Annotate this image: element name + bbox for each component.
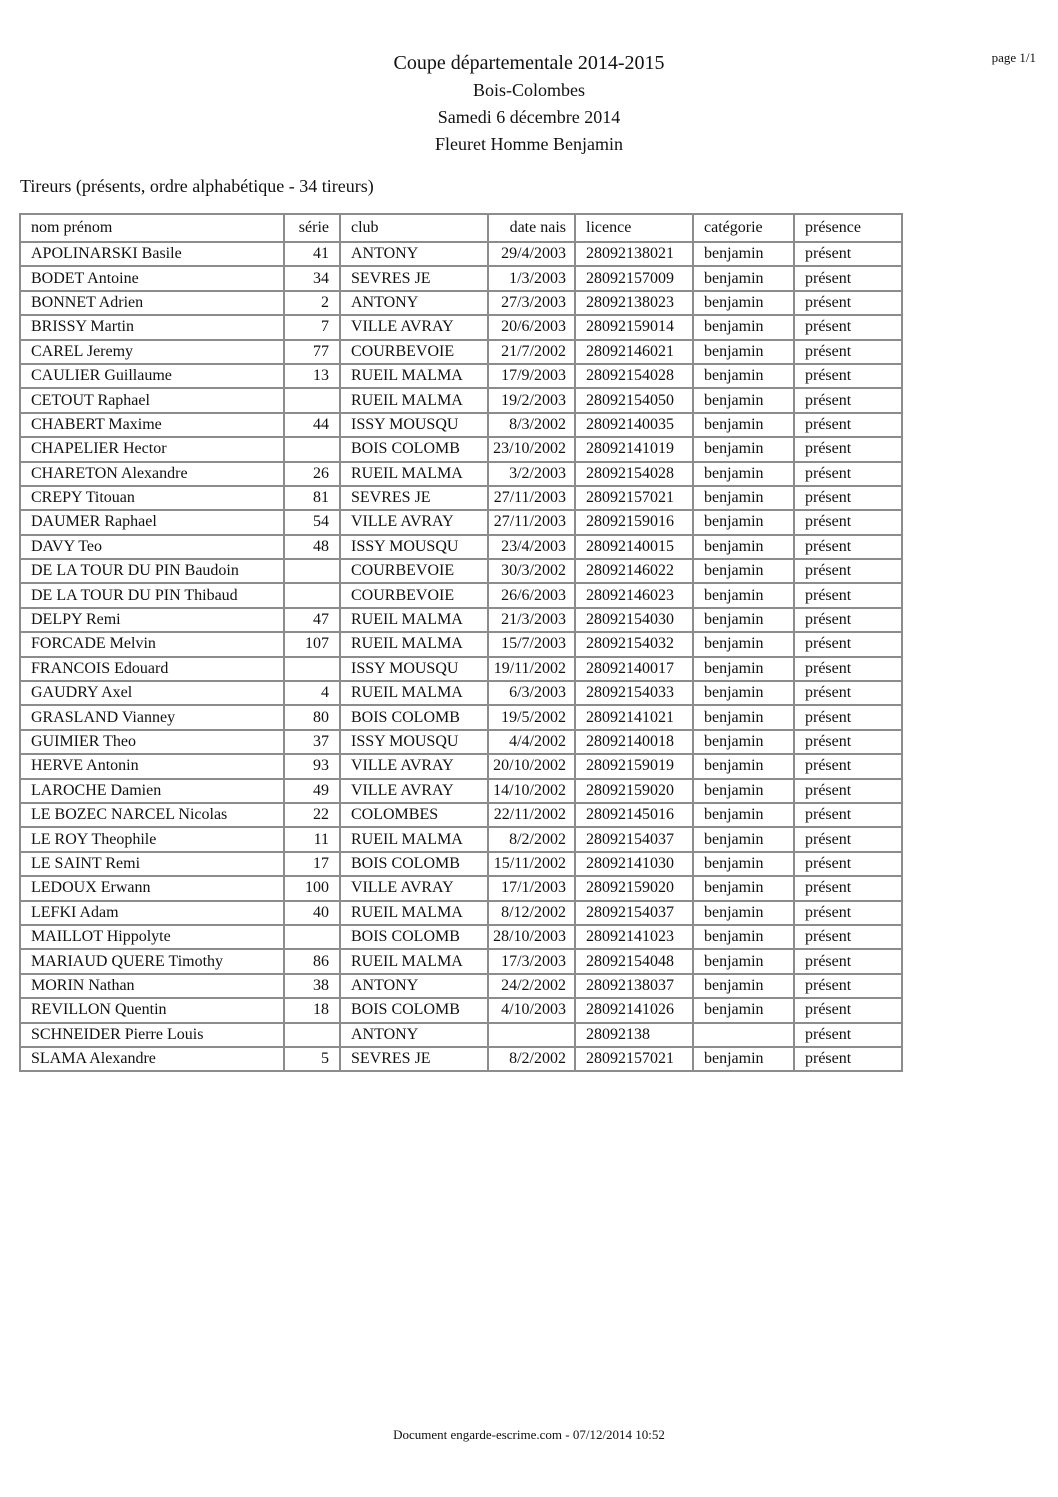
cell-name: FORCADE Melvin <box>20 632 284 656</box>
cell-birthdate: 20/10/2002 <box>488 754 575 778</box>
cell-club: RUEIL MALMA <box>340 681 488 705</box>
cell-presence: présent <box>794 705 902 729</box>
table-row <box>20 998 902 1022</box>
table-row <box>20 779 902 803</box>
cell-presence: présent <box>794 437 902 461</box>
table-row <box>20 827 902 851</box>
cell-birthdate: 8/12/2002 <box>488 901 575 925</box>
cell-category: benjamin <box>693 949 794 973</box>
cell-category: benjamin <box>693 681 794 705</box>
cell-licence: 28092141021 <box>575 705 693 729</box>
table-row <box>20 876 902 900</box>
cell-birthdate: 21/3/2003 <box>488 608 575 632</box>
cell-serie: 44 <box>284 413 340 437</box>
cell-club: BOIS COLOMB <box>340 925 488 949</box>
cell-birthdate: 27/11/2003 <box>488 510 575 534</box>
table-row <box>20 681 902 705</box>
cell-name: CREPY Titouan <box>20 486 284 510</box>
table-row <box>20 510 902 534</box>
cell-name: BONNET Adrien <box>20 291 284 315</box>
cell-licence: 28092141023 <box>575 925 693 949</box>
cell-licence: 28092159014 <box>575 315 693 339</box>
cell-serie: 47 <box>284 608 340 632</box>
column-header-name: nom prénom <box>20 214 284 242</box>
cell-name: HERVE Antonin <box>20 754 284 778</box>
cell-serie: 22 <box>284 803 340 827</box>
cell-name: LE ROY Theophile <box>20 827 284 851</box>
cell-category: benjamin <box>693 1047 794 1071</box>
cell-club: BOIS COLOMB <box>340 852 488 876</box>
cell-birthdate: 17/3/2003 <box>488 949 575 973</box>
cell-presence: présent <box>794 681 902 705</box>
table-row <box>20 803 902 827</box>
cell-name: APOLINARSKI Basile <box>20 242 284 266</box>
cell-licence: 28092154028 <box>575 462 693 486</box>
cell-licence: 28092154037 <box>575 901 693 925</box>
cell-presence: présent <box>794 1023 902 1047</box>
cell-presence: présent <box>794 827 902 851</box>
cell-category: benjamin <box>693 413 794 437</box>
table-header-row <box>20 214 902 242</box>
cell-serie: 49 <box>284 779 340 803</box>
table-row <box>20 901 902 925</box>
cell-licence: 28092159020 <box>575 779 693 803</box>
cell-licence: 28092141019 <box>575 437 693 461</box>
cell-presence: présent <box>794 974 902 998</box>
cell-presence: présent <box>794 779 902 803</box>
cell-serie <box>284 388 340 412</box>
table-row <box>20 462 902 486</box>
cell-category: benjamin <box>693 852 794 876</box>
cell-club: BOIS COLOMB <box>340 437 488 461</box>
table-row <box>20 730 902 754</box>
cell-category: benjamin <box>693 486 794 510</box>
cell-club: COLOMBES <box>340 803 488 827</box>
cell-serie <box>284 437 340 461</box>
list-subtitle: Tireurs (présents, ordre alphabétique - 34 tireurs) <box>20 176 374 196</box>
cell-serie: 11 <box>284 827 340 851</box>
cell-club: SEVRES JE <box>340 1047 488 1071</box>
cell-name: MORIN Nathan <box>20 974 284 998</box>
cell-club: SEVRES JE <box>340 486 488 510</box>
cell-presence: présent <box>794 510 902 534</box>
cell-birthdate: 15/7/2003 <box>488 632 575 656</box>
cell-presence: présent <box>794 1047 902 1071</box>
cell-name: BODET Antoine <box>20 266 284 290</box>
cell-name: MARIAUD QUERE Timothy <box>20 949 284 973</box>
cell-presence: présent <box>794 291 902 315</box>
cell-presence: présent <box>794 364 902 388</box>
cell-category: benjamin <box>693 315 794 339</box>
shooters-table <box>19 213 903 1072</box>
cell-birthdate: 1/3/2003 <box>488 266 575 290</box>
cell-birthdate: 23/4/2003 <box>488 535 575 559</box>
cell-serie <box>284 559 340 583</box>
cell-name: CHARETON Alexandre <box>20 462 284 486</box>
cell-name: CAULIER Guillaume <box>20 364 284 388</box>
cell-presence: présent <box>794 657 902 681</box>
cell-category: benjamin <box>693 364 794 388</box>
cell-name: LAROCHE Damien <box>20 779 284 803</box>
column-header-presence: présence <box>794 214 902 242</box>
cell-club: VILLE AVRAY <box>340 779 488 803</box>
table-row <box>20 949 902 973</box>
cell-serie <box>284 657 340 681</box>
cell-licence: 28092154050 <box>575 388 693 412</box>
cell-club: ISSY MOUSQU <box>340 657 488 681</box>
cell-category: benjamin <box>693 925 794 949</box>
cell-name: FRANCOIS Edouard <box>20 657 284 681</box>
cell-club: RUEIL MALMA <box>340 949 488 973</box>
cell-name: GAUDRY Axel <box>20 681 284 705</box>
cell-presence: présent <box>794 583 902 607</box>
cell-name: SCHNEIDER Pierre Louis <box>20 1023 284 1047</box>
cell-serie: 7 <box>284 315 340 339</box>
competition-location: Bois-Colombes <box>472 80 585 100</box>
cell-licence: 28092146023 <box>575 583 693 607</box>
table-row <box>20 657 902 681</box>
cell-name: SLAMA Alexandre <box>20 1047 284 1071</box>
cell-presence: présent <box>794 852 902 876</box>
cell-presence: présent <box>794 340 902 364</box>
cell-birthdate: 22/11/2002 <box>488 803 575 827</box>
cell-serie: 48 <box>284 535 340 559</box>
cell-name: DE LA TOUR DU PIN Thibaud <box>20 583 284 607</box>
cell-serie: 2 <box>284 291 340 315</box>
cell-presence: présent <box>794 901 902 925</box>
cell-name: BRISSY Martin <box>20 315 284 339</box>
cell-club: RUEIL MALMA <box>340 901 488 925</box>
cell-category: benjamin <box>693 876 794 900</box>
cell-presence: présent <box>794 949 902 973</box>
cell-birthdate: 17/1/2003 <box>488 876 575 900</box>
cell-birthdate: 30/3/2002 <box>488 559 575 583</box>
cell-licence: 28092141030 <box>575 852 693 876</box>
cell-category: benjamin <box>693 462 794 486</box>
cell-name: GUIMIER Theo <box>20 730 284 754</box>
table-row <box>20 535 902 559</box>
cell-licence: 28092140018 <box>575 730 693 754</box>
table-row <box>20 705 902 729</box>
cell-club: ANTONY <box>340 291 488 315</box>
cell-presence: présent <box>794 803 902 827</box>
cell-serie: 81 <box>284 486 340 510</box>
cell-category: benjamin <box>693 583 794 607</box>
cell-name: MAILLOT Hippolyte <box>20 925 284 949</box>
cell-serie: 38 <box>284 974 340 998</box>
cell-category: benjamin <box>693 827 794 851</box>
cell-club: RUEIL MALMA <box>340 388 488 412</box>
cell-presence: présent <box>794 925 902 949</box>
cell-serie: 86 <box>284 949 340 973</box>
cell-serie: 107 <box>284 632 340 656</box>
cell-birthdate: 19/5/2002 <box>488 705 575 729</box>
cell-club: RUEIL MALMA <box>340 462 488 486</box>
cell-category: benjamin <box>693 632 794 656</box>
cell-birthdate: 19/11/2002 <box>488 657 575 681</box>
cell-licence: 28092140035 <box>575 413 693 437</box>
table-row <box>20 583 902 607</box>
cell-licence: 28092157009 <box>575 266 693 290</box>
cell-licence: 28092157021 <box>575 1047 693 1071</box>
table-row <box>20 413 902 437</box>
cell-licence: 28092138 <box>575 1023 693 1047</box>
cell-licence: 28092159020 <box>575 876 693 900</box>
cell-club: SEVRES JE <box>340 266 488 290</box>
cell-birthdate: 28/10/2003 <box>488 925 575 949</box>
cell-licence: 28092154028 <box>575 364 693 388</box>
cell-club: BOIS COLOMB <box>340 998 488 1022</box>
cell-name: CHAPELIER Hector <box>20 437 284 461</box>
cell-club: RUEIL MALMA <box>340 608 488 632</box>
cell-serie <box>284 583 340 607</box>
cell-name: CETOUT Raphael <box>20 388 284 412</box>
cell-birthdate: 8/2/2002 <box>488 1047 575 1071</box>
cell-name: LE SAINT Remi <box>20 852 284 876</box>
cell-licence: 28092154032 <box>575 632 693 656</box>
cell-serie: 100 <box>284 876 340 900</box>
cell-category: benjamin <box>693 242 794 266</box>
table-row <box>20 1023 902 1047</box>
cell-serie: 37 <box>284 730 340 754</box>
cell-club: COURBEVOIE <box>340 559 488 583</box>
column-header-serie: série <box>284 214 340 242</box>
cell-serie: 34 <box>284 266 340 290</box>
cell-category: benjamin <box>693 730 794 754</box>
cell-name: DELPY Remi <box>20 608 284 632</box>
cell-birthdate: 19/2/2003 <box>488 388 575 412</box>
table-row <box>20 315 902 339</box>
cell-birthdate: 17/9/2003 <box>488 364 575 388</box>
cell-licence: 28092154030 <box>575 608 693 632</box>
cell-name: REVILLON Quentin <box>20 998 284 1022</box>
cell-category: benjamin <box>693 340 794 364</box>
competition-date: Samedi 6 décembre 2014 <box>437 107 621 127</box>
cell-category: benjamin <box>693 803 794 827</box>
cell-birthdate: 3/2/2003 <box>488 462 575 486</box>
cell-presence: présent <box>794 876 902 900</box>
cell-birthdate: 27/11/2003 <box>488 486 575 510</box>
table-row <box>20 291 902 315</box>
cell-name: CAREL Jeremy <box>20 340 284 364</box>
cell-presence: présent <box>794 730 902 754</box>
cell-birthdate: 29/4/2003 <box>488 242 575 266</box>
cell-serie: 13 <box>284 364 340 388</box>
cell-club: ISSY MOUSQU <box>340 730 488 754</box>
cell-presence: présent <box>794 608 902 632</box>
table-row <box>20 388 902 412</box>
table-row <box>20 1047 902 1071</box>
cell-licence: 28092138037 <box>575 974 693 998</box>
cell-serie <box>284 925 340 949</box>
cell-serie: 17 <box>284 852 340 876</box>
cell-presence: présent <box>794 559 902 583</box>
table-body <box>20 242 902 1071</box>
cell-birthdate: 15/11/2002 <box>488 852 575 876</box>
cell-birthdate: 26/6/2003 <box>488 583 575 607</box>
cell-club: COURBEVOIE <box>340 340 488 364</box>
cell-name: CHABERT Maxime <box>20 413 284 437</box>
table-row <box>20 486 902 510</box>
competition-title: Coupe départementale 2014-2015 <box>393 52 665 74</box>
cell-name: LEFKI Adam <box>20 901 284 925</box>
cell-club: ANTONY <box>340 974 488 998</box>
cell-category: benjamin <box>693 559 794 583</box>
column-header-category: catégorie <box>693 214 794 242</box>
cell-category: benjamin <box>693 291 794 315</box>
competition-event: Fleuret Homme Benjamin <box>435 134 623 154</box>
cell-serie: 77 <box>284 340 340 364</box>
cell-serie: 26 <box>284 462 340 486</box>
cell-birthdate: 20/6/2003 <box>488 315 575 339</box>
cell-presence: présent <box>794 315 902 339</box>
cell-category: benjamin <box>693 974 794 998</box>
cell-serie: 41 <box>284 242 340 266</box>
cell-presence: présent <box>794 266 902 290</box>
cell-licence: 28092154037 <box>575 827 693 851</box>
cell-licence: 28092159019 <box>575 754 693 778</box>
cell-licence: 28092138021 <box>575 242 693 266</box>
cell-name: DE LA TOUR DU PIN Baudoin <box>20 559 284 583</box>
cell-presence: présent <box>794 486 902 510</box>
cell-club: ISSY MOUSQU <box>340 413 488 437</box>
table-row <box>20 925 902 949</box>
cell-serie: 5 <box>284 1047 340 1071</box>
cell-club: VILLE AVRAY <box>340 876 488 900</box>
cell-club: ANTONY <box>340 242 488 266</box>
cell-licence: 28092140015 <box>575 535 693 559</box>
cell-category: benjamin <box>693 388 794 412</box>
cell-licence: 28092154048 <box>575 949 693 973</box>
cell-category: benjamin <box>693 510 794 534</box>
cell-birthdate: 27/3/2003 <box>488 291 575 315</box>
cell-birthdate: 24/2/2002 <box>488 974 575 998</box>
cell-licence: 28092145016 <box>575 803 693 827</box>
table-row <box>20 340 902 364</box>
cell-category: benjamin <box>693 657 794 681</box>
cell-category: benjamin <box>693 705 794 729</box>
cell-category: benjamin <box>693 779 794 803</box>
cell-licence: 28092138023 <box>575 291 693 315</box>
cell-presence: présent <box>794 754 902 778</box>
document-footer: Document engarde-escrime.com - 07/12/2014 10:52 <box>393 1427 665 1442</box>
table-row <box>20 608 902 632</box>
cell-name: DAVY Teo <box>20 535 284 559</box>
cell-serie: 93 <box>284 754 340 778</box>
cell-serie: 54 <box>284 510 340 534</box>
cell-licence: 28092154033 <box>575 681 693 705</box>
column-header-club: club <box>340 214 488 242</box>
cell-birthdate: 23/10/2002 <box>488 437 575 461</box>
cell-serie <box>284 1023 340 1047</box>
cell-birthdate: 6/3/2003 <box>488 681 575 705</box>
cell-category: benjamin <box>693 901 794 925</box>
page-number: page 1/1 <box>991 50 1036 65</box>
cell-licence: 28092159016 <box>575 510 693 534</box>
cell-club: VILLE AVRAY <box>340 315 488 339</box>
cell-club: RUEIL MALMA <box>340 364 488 388</box>
table-row <box>20 437 902 461</box>
cell-serie: 40 <box>284 901 340 925</box>
cell-category: benjamin <box>693 998 794 1022</box>
cell-presence: présent <box>794 632 902 656</box>
cell-club: RUEIL MALMA <box>340 827 488 851</box>
cell-club: VILLE AVRAY <box>340 510 488 534</box>
table-row <box>20 974 902 998</box>
table-row <box>20 852 902 876</box>
cell-club: VILLE AVRAY <box>340 754 488 778</box>
table-row <box>20 559 902 583</box>
cell-club: BOIS COLOMB <box>340 705 488 729</box>
cell-serie: 18 <box>284 998 340 1022</box>
cell-presence: présent <box>794 998 902 1022</box>
cell-birthdate: 8/2/2002 <box>488 827 575 851</box>
cell-birthdate: 8/3/2002 <box>488 413 575 437</box>
cell-name: GRASLAND Vianney <box>20 705 284 729</box>
cell-club: RUEIL MALMA <box>340 632 488 656</box>
table-row <box>20 632 902 656</box>
cell-presence: présent <box>794 413 902 437</box>
cell-licence: 28092140017 <box>575 657 693 681</box>
cell-presence: présent <box>794 535 902 559</box>
cell-name: LEDOUX Erwann <box>20 876 284 900</box>
cell-presence: présent <box>794 388 902 412</box>
table-row <box>20 754 902 778</box>
cell-licence: 28092146021 <box>575 340 693 364</box>
cell-category: benjamin <box>693 535 794 559</box>
cell-birthdate: 4/10/2003 <box>488 998 575 1022</box>
table-row <box>20 364 902 388</box>
cell-category: benjamin <box>693 754 794 778</box>
cell-birthdate: 21/7/2002 <box>488 340 575 364</box>
cell-licence: 28092146022 <box>575 559 693 583</box>
cell-category: benjamin <box>693 608 794 632</box>
cell-birthdate: 14/10/2002 <box>488 779 575 803</box>
cell-presence: présent <box>794 242 902 266</box>
cell-licence: 28092157021 <box>575 486 693 510</box>
cell-birthdate <box>488 1023 575 1047</box>
cell-club: ISSY MOUSQU <box>340 535 488 559</box>
cell-category <box>693 1023 794 1047</box>
column-header-licence: licence <box>575 214 693 242</box>
cell-category: benjamin <box>693 437 794 461</box>
cell-serie: 80 <box>284 705 340 729</box>
document-header <box>0 50 1058 158</box>
cell-name: LE BOZEC NARCEL Nicolas <box>20 803 284 827</box>
cell-category: benjamin <box>693 266 794 290</box>
table-row <box>20 242 902 266</box>
table-row <box>20 266 902 290</box>
cell-licence: 28092141026 <box>575 998 693 1022</box>
cell-name: DAUMER Raphael <box>20 510 284 534</box>
cell-serie: 4 <box>284 681 340 705</box>
cell-birthdate: 4/4/2002 <box>488 730 575 754</box>
cell-club: COURBEVOIE <box>340 583 488 607</box>
cell-presence: présent <box>794 462 902 486</box>
column-header-birthdate: date nais <box>488 214 575 242</box>
cell-club: ANTONY <box>340 1023 488 1047</box>
